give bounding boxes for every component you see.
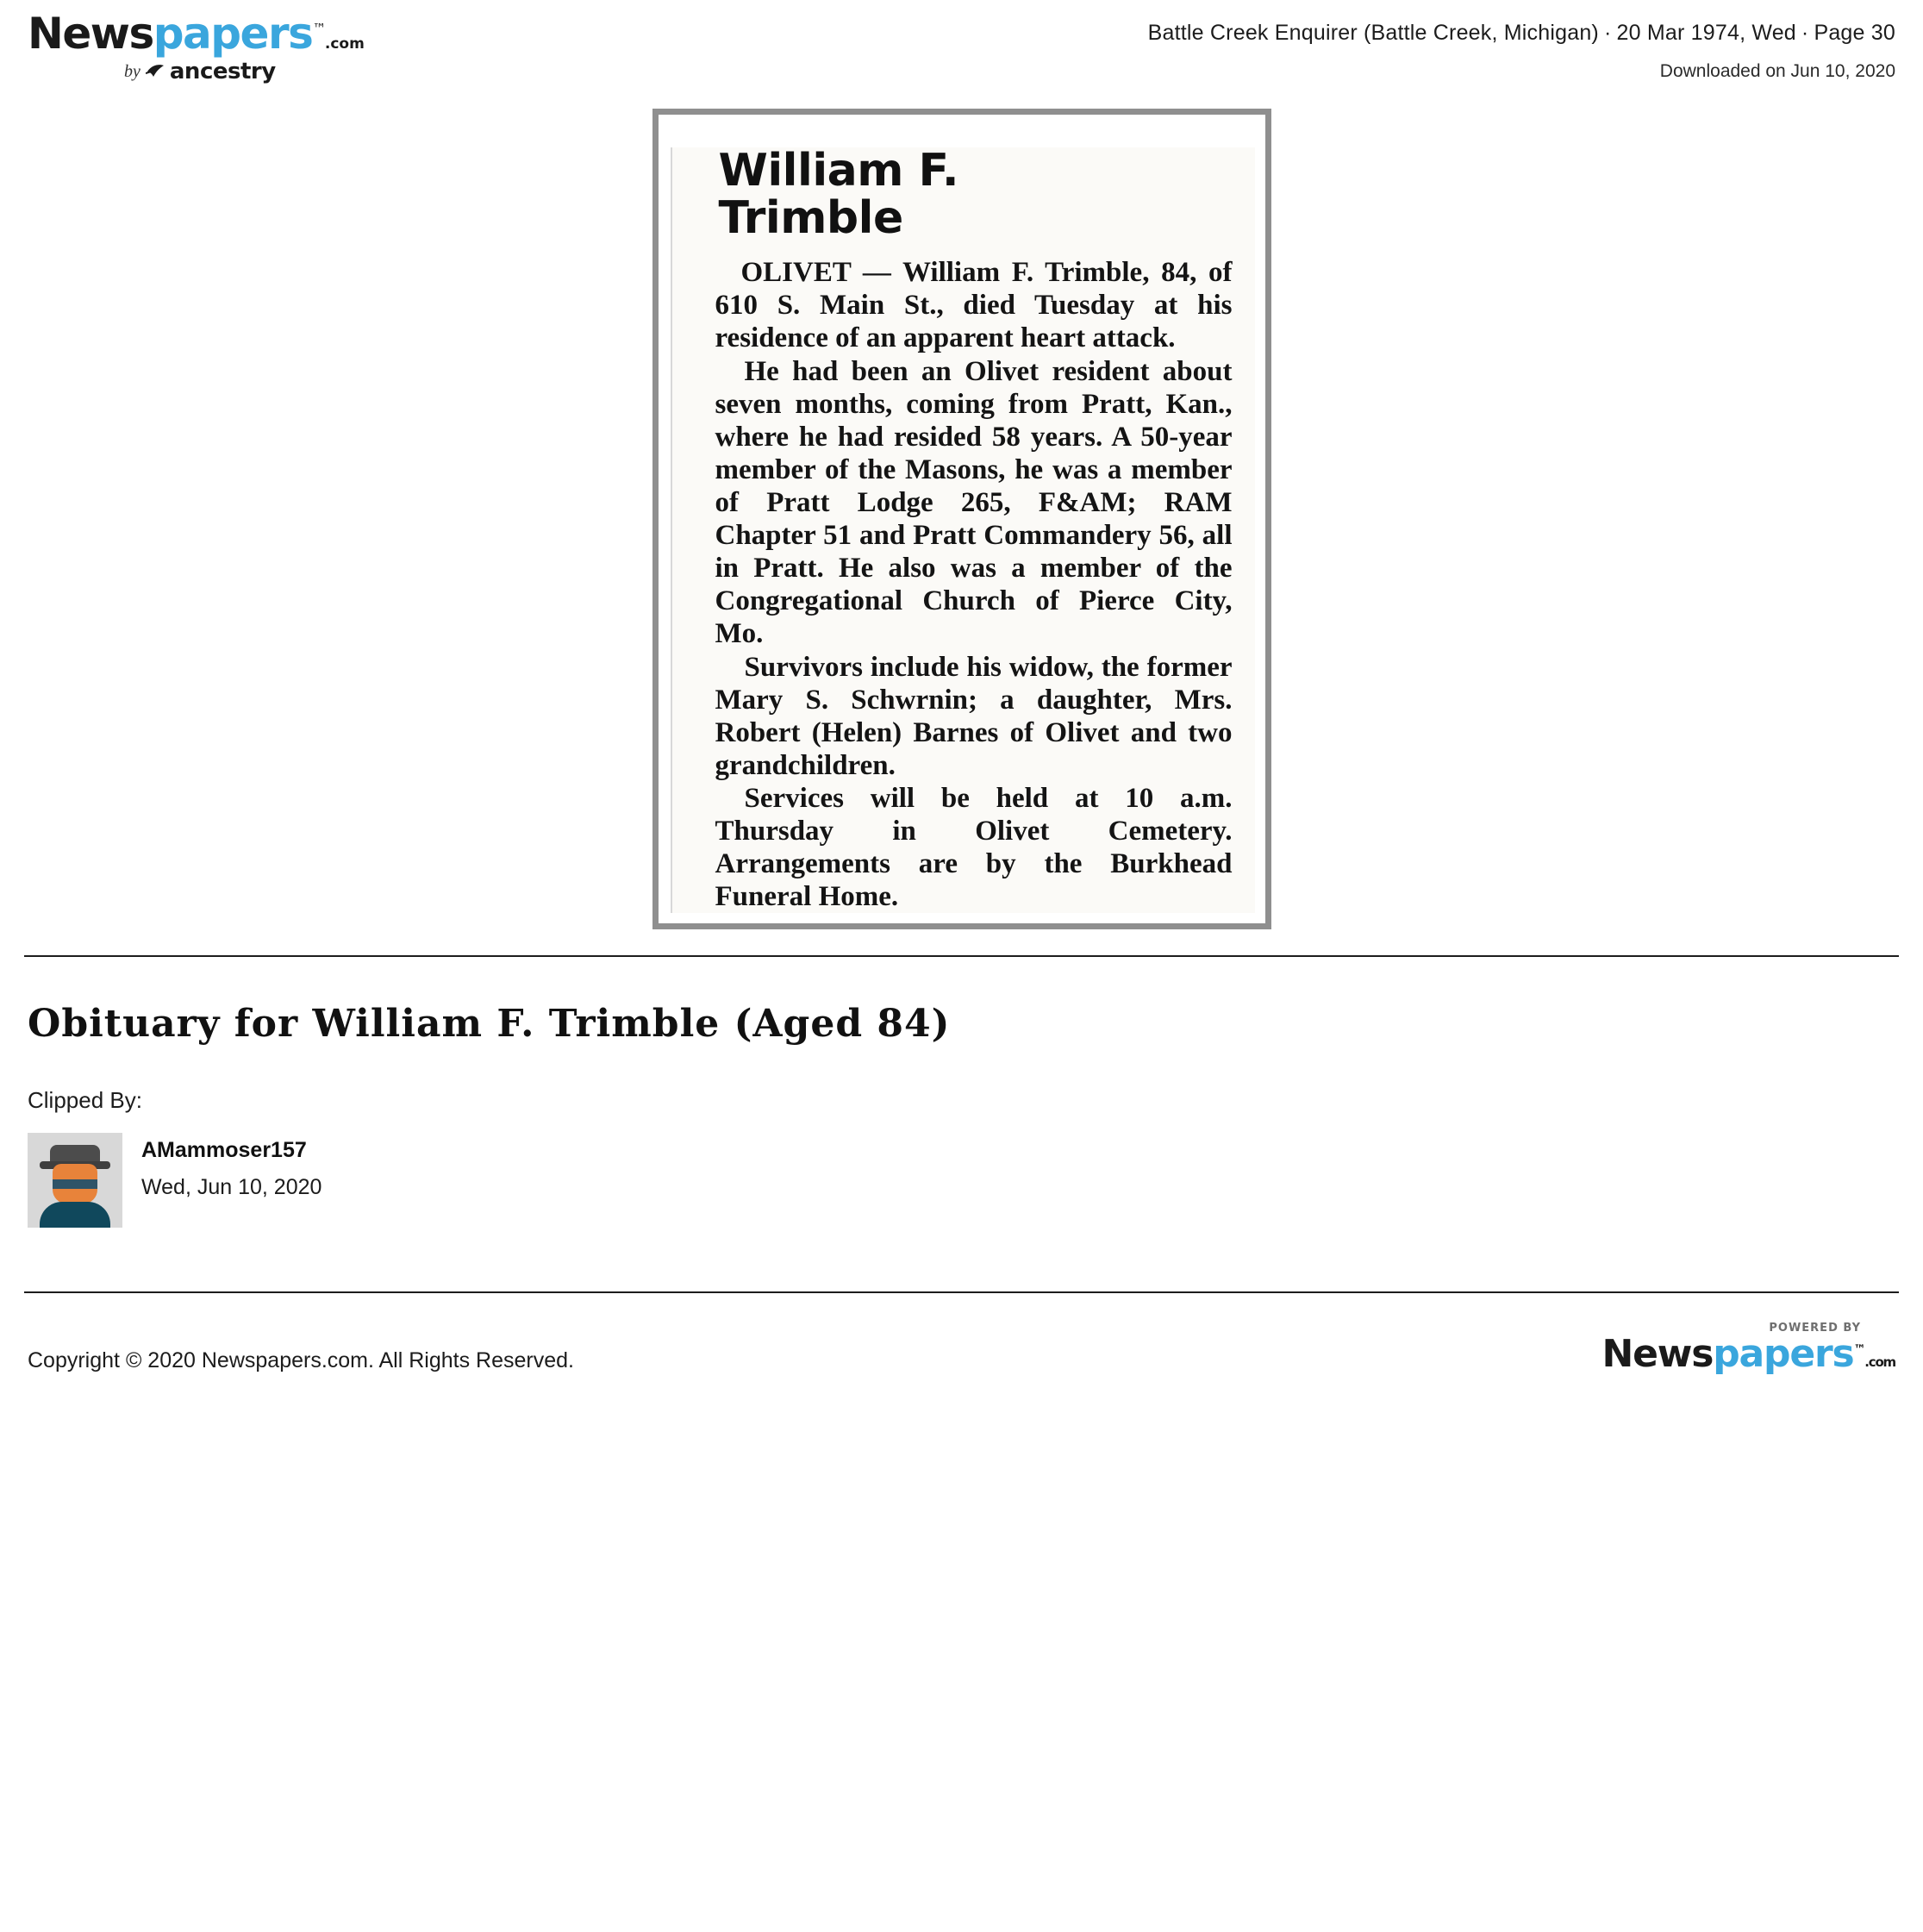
footer-logo[interactable]: [1601, 1322, 1895, 1377]
clipper-date: Wed, Jun 10, 2020: [141, 1175, 322, 1200]
obituary-paragraph: He had been an Olivet resident about seven months, coming from Pratt, Kan., where he had resided 58 years. A 50-year member of the Masons, he was a member of Pratt Lodge 265, F&AM; RAM Chapter 51 and Pratt Commandery 56, all in Pratt. He also was a member of the Congregational Church of Pierce City, Mo.: [715, 355, 1233, 650]
clipping-title: Obituary for William F. Trimble (Aged 84): [28, 1002, 951, 1047]
header-metadata: [1148, 9, 1899, 82]
brand-com-text: .com: [324, 35, 365, 53]
obituary-paragraph: Services will be held at 10 a.m. Thursday in Olivet Cemetery. Arrangements are by the Burkhead Funeral Home.: [715, 782, 1233, 913]
newspapers-logo[interactable]: [24, 9, 365, 84]
copyright-text: Copyright © 2020 Newspapers.com. All Rights Reserved.: [28, 1348, 574, 1373]
footer-trademark-icon: ™: [1853, 1342, 1865, 1357]
publication-date: 20 Mar 1974, Wed: [1616, 21, 1796, 45]
meta-separator-2: ·: [1801, 21, 1809, 45]
page-header: [24, 0, 1899, 84]
ancestry-leaf-icon: [146, 63, 165, 80]
obituary-body: [684, 256, 1255, 913]
clipping-frame[interactable]: [652, 109, 1271, 929]
avatar-body-icon: [40, 1202, 110, 1228]
clipper-info: [28, 1133, 1899, 1228]
page-number: Page 30: [1814, 21, 1895, 45]
footer-news-text: News: [1601, 1332, 1714, 1377]
brand-news-text: News: [28, 9, 153, 59]
brand-byline: [28, 59, 343, 84]
footer-wordmark: [1601, 1332, 1895, 1377]
obituary-headline-line2: Trimble: [718, 192, 903, 245]
obituary-headline-line1: William F.: [718, 145, 959, 197]
publication-line: [1148, 21, 1895, 46]
powered-by-text: POWERED BY: [1769, 1322, 1861, 1335]
footer-com-text: .com: [1864, 1354, 1895, 1371]
meta-separator-1: ·: [1603, 21, 1612, 45]
brand-papers-text: papers: [153, 9, 313, 59]
clipper-details: [141, 1133, 322, 1200]
trademark-icon: ™: [312, 20, 325, 37]
divider-top: [24, 955, 1899, 957]
clipping-area: [24, 109, 1899, 929]
publication-name: Battle Creek Enquirer (Battle Creek, Michigan): [1147, 21, 1599, 45]
footer-papers-text: papers: [1713, 1332, 1854, 1377]
obituary-paragraph: Survivors include his widow, the former Mary S. Schwrnin; a daughter, Mrs. Robert (Helen) Barnes of Olivet and two grandchildren.: [715, 651, 1233, 781]
avatar[interactable]: [28, 1133, 122, 1228]
obituary-paragraph: OLIVET — William F. Trimble, 84, of 610 S. Main St., died Tuesday at his residence of an apparent heart attack.: [715, 257, 1233, 354]
brand-by-text: by: [124, 61, 140, 81]
ancestry-wordmark: ancestry: [169, 59, 276, 84]
page-footer: [24, 1293, 1899, 1377]
obituary-headline: [718, 145, 1255, 245]
clipped-by-label: Clipped By:: [28, 1087, 142, 1114]
clipping-content: [671, 147, 1255, 913]
downloaded-on-text: Downloaded on Jun 10, 2020: [1659, 61, 1895, 81]
avatar-eyes-icon: [53, 1179, 97, 1189]
clipper-username[interactable]: AMammoser157: [141, 1138, 307, 1163]
brand-wordmark: [28, 9, 365, 59]
